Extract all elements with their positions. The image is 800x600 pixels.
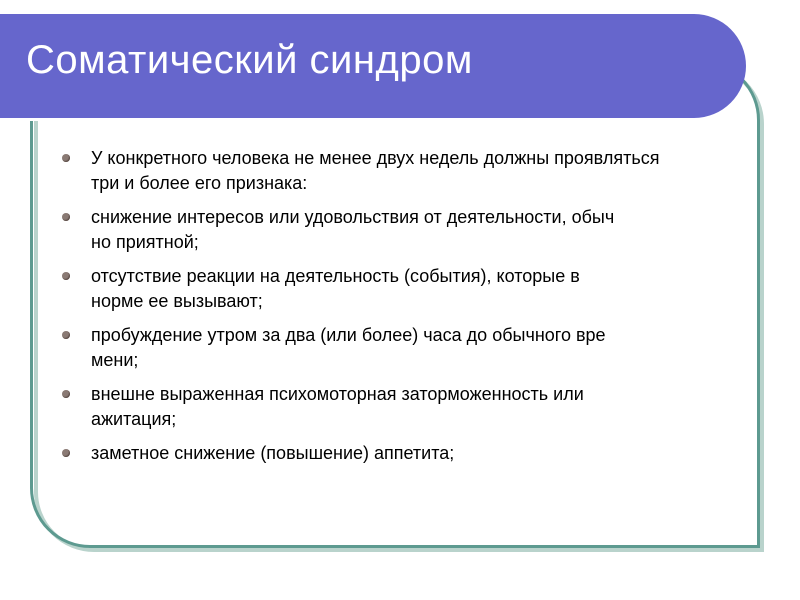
slide-title: Соматический синдром [26, 38, 473, 82]
bullet-item [60, 382, 740, 432]
bullet-dot-icon [62, 449, 70, 457]
bullet-dot-icon [62, 331, 70, 339]
bullet-text: пробуждение утром за два (или более) часа до обычного вре мени; [91, 325, 606, 370]
bullet-dot-icon [62, 213, 70, 221]
bullet-dot-icon [62, 390, 70, 398]
bullet-dot-icon [62, 154, 70, 162]
title-underline [0, 118, 708, 121]
bullet-item [60, 205, 740, 255]
bullet-text: заметное снижение (повышение) аппетита; [91, 443, 455, 463]
bullet-text: отсутствие реакции на деятельность (события), которые в норме ее вызывают; [91, 266, 580, 311]
bullet-dot-icon [62, 272, 70, 280]
bullet-text: внешне выраженная психомоторная заторможенность или ажитация; [91, 384, 584, 429]
bullet-item [60, 441, 740, 466]
bullet-text: снижение интересов или удовольствия от деятельности, обыч но приятной; [91, 207, 615, 252]
bullet-item [60, 264, 740, 314]
bullet-item [60, 323, 740, 373]
bullet-item [60, 146, 740, 196]
bullet-text: У конкретного человека не менее двух недель должны проявляться три и более его признака: [91, 148, 660, 193]
bullet-list [60, 146, 740, 475]
